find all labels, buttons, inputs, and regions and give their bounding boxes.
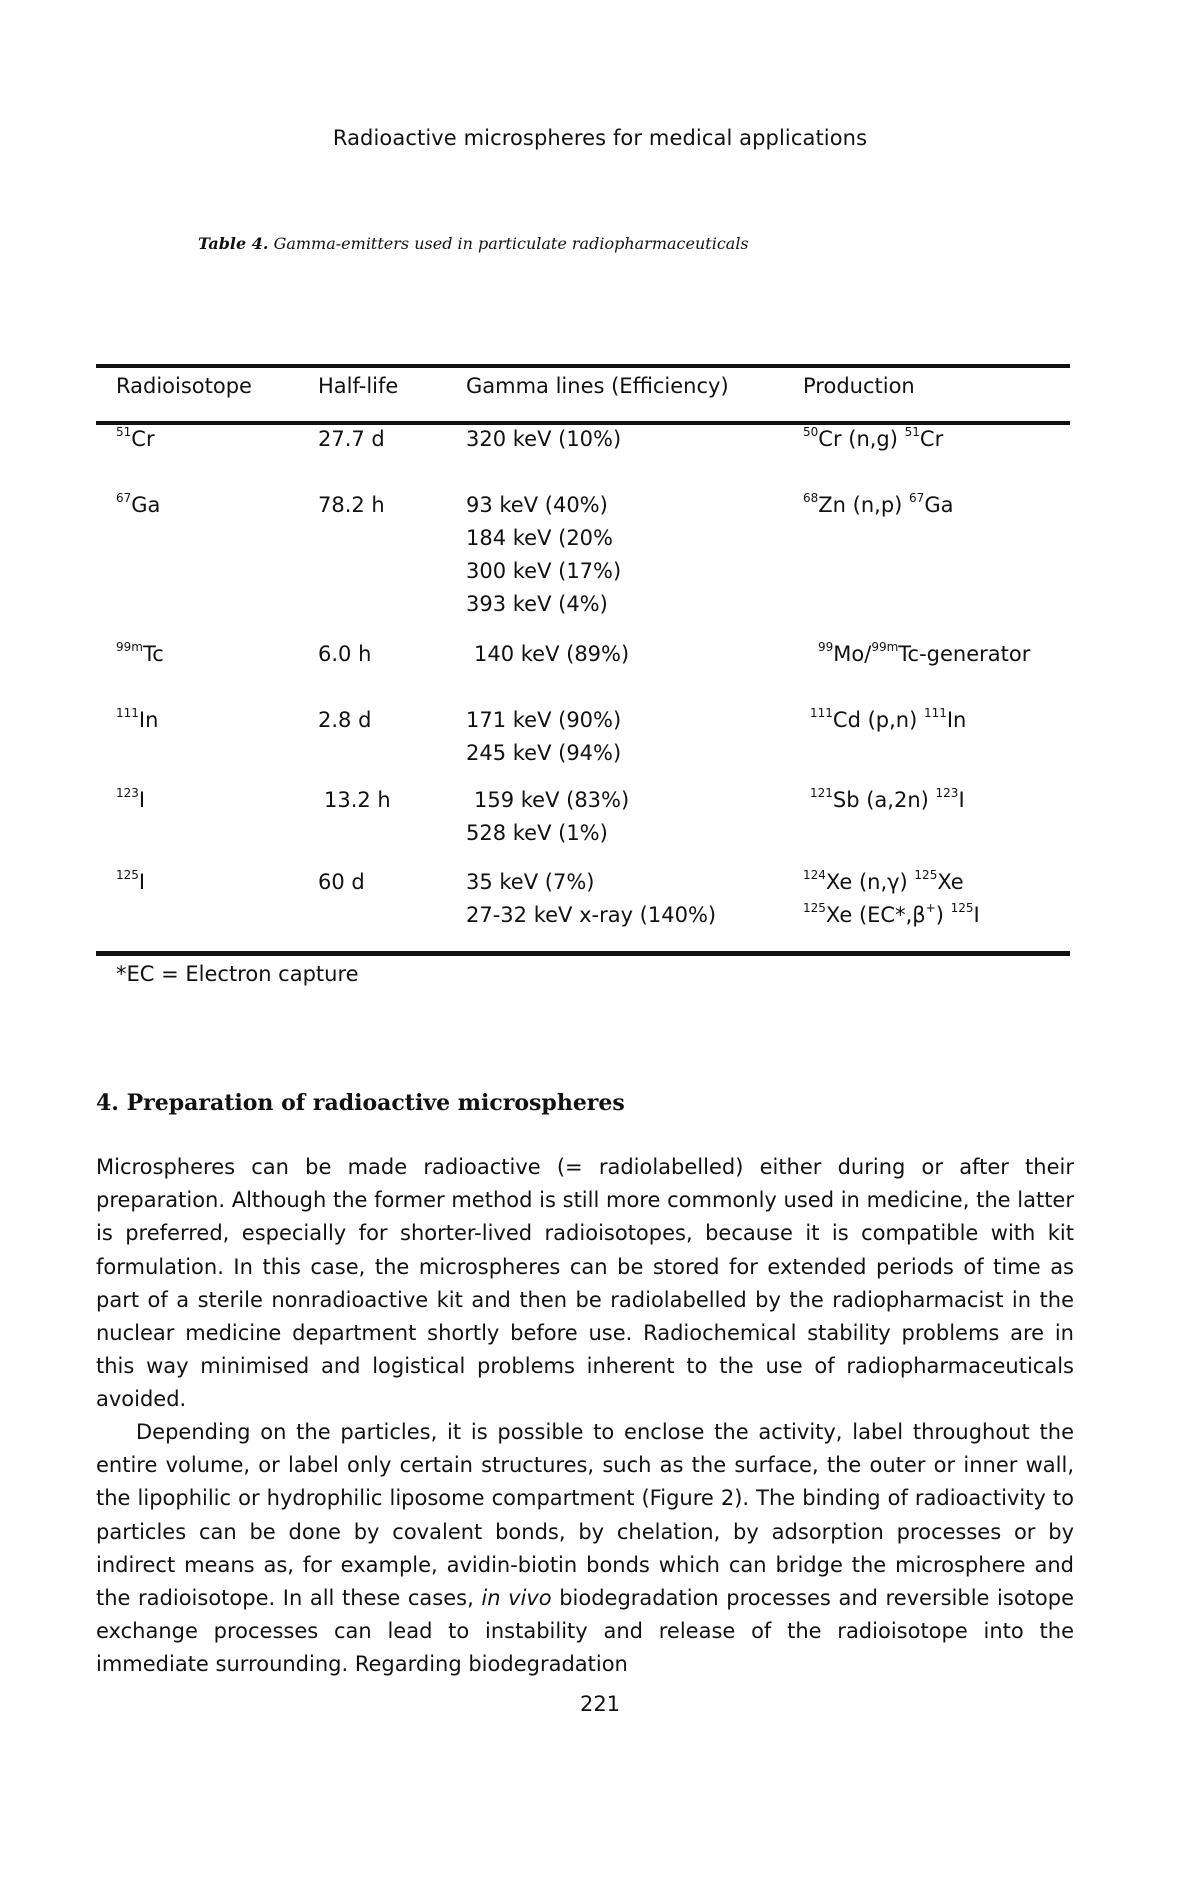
table-footnote: *EC = Electron capture bbox=[116, 962, 359, 986]
table-row-production: $^{121}$Sb (a,2n) $^{123}$I bbox=[810, 786, 965, 812]
table-row-half-life: 60 d bbox=[318, 870, 365, 894]
table-row-gamma: 35 keV (7%) 27-32 keV x-ray (140%) bbox=[466, 870, 717, 927]
caption-label: Table 4. bbox=[198, 234, 269, 253]
section-heading: 4. Preparation of radioactive microspheres bbox=[96, 1090, 625, 1116]
table-row-half-life: 2.8 d bbox=[318, 708, 372, 732]
table-row-isotope: $^{111}$In bbox=[116, 706, 159, 732]
table-row-isotope: $^{125}$I bbox=[116, 868, 146, 894]
table-bottom-rule bbox=[96, 951, 1070, 956]
table-row-production: $^{111}$Cd (p,n) $^{111}$In bbox=[810, 706, 967, 732]
table-row-gamma: 159 keV (83%) 528 keV (1%) bbox=[466, 788, 630, 845]
table-row-gamma: 93 keV (40%) 184 keV (20% 300 keV (17%) 393 keV (4%) bbox=[466, 493, 622, 616]
running-head: Radioactive microspheres for medical applications bbox=[332, 126, 868, 150]
table-row-isotope: $^{51}$Cr bbox=[116, 425, 155, 451]
table-row-gamma: 171 keV (90%) 245 keV (94%) bbox=[466, 708, 622, 765]
table-top-rule bbox=[96, 364, 1070, 368]
table-row-production: $^{50}$Cr (n,g) $^{51}$Cr bbox=[803, 425, 944, 451]
col-header-radioisotope: Radioisotope bbox=[116, 374, 252, 398]
body-paragraph: Microspheres can be made radioactive (= radiolabelled) either during or after their preparation. Although the former method is still more commonly used in medicine, the latter is preferred, especially for shorter-lived radioisotopes, because it is compatible with kit formulation. In this case, the microspheres can be stored for extended periods of time as part of a sterile nonradioactive kit and then be radiolabelled by the radiopharmacist in the nuclear medicine department shortly before use. Radiochemical stability problems are in this way minimised and logistical problems inherent to the use of radiopharmaceuticals avoided. bbox=[96, 1155, 1074, 1412]
table-row-production: $^{68}$Zn (n,p) $^{67}$Ga bbox=[803, 491, 954, 517]
table-row-isotope: $^{67}$Ga bbox=[116, 491, 161, 517]
table-row-gamma: 140 keV (89%) bbox=[474, 642, 630, 666]
table-row-half-life: 13.2 h bbox=[324, 788, 391, 812]
table-caption bbox=[198, 234, 749, 253]
table-row-half-life: 27.7 d bbox=[318, 427, 385, 451]
italic-term: in vivo bbox=[481, 1586, 552, 1611]
page-number: 221 bbox=[579, 1692, 621, 1716]
table-row-half-life: 6.0 h bbox=[318, 642, 372, 666]
caption-text: Gamma-emitters used in particulate radiopharmaceuticals bbox=[273, 234, 749, 253]
col-header-production: Production bbox=[803, 374, 915, 398]
table-row-isotope: $^{123}$I bbox=[116, 786, 146, 812]
body-paragraph: Depending on the particles, it is possible to enclose the activity, label throughout the entire volume, or label only certain structures, such as the surface, the outer or inner wall, the lipophilic or hydrophilic liposome compartment (Figure 2). The binding of radioactivity to particles can be done by covalent bonds, by chelation, by adsorption processes or by indirect means as, for example, avidin-biotin bonds which can bridge the microsphere and the radioisotope. In all these cases, in vivo biodegradation processes and reversible isotope exchange processes can lead to instability and release of the radioisotope into the immediate surrounding. Regarding biodegradation bbox=[96, 1420, 1075, 1677]
col-header-half-life: Half-life bbox=[318, 374, 399, 398]
table-row-gamma: 320 keV (10%) bbox=[466, 427, 622, 451]
col-header-gamma-lines: Gamma lines (Efficiency) bbox=[466, 374, 729, 398]
table-row-production: $^{124}$Xe (n,γ) $^{125}$Xe $^{125}$Xe (EC*,β+) $^{125}$I bbox=[803, 868, 980, 927]
table-row-half-life: 78.2 h bbox=[318, 493, 385, 517]
table-row-isotope: $^{99m}$Tc bbox=[116, 640, 164, 666]
table-row-production: $^{99}$Mo/$^{99m}$Tc-generator bbox=[818, 640, 1031, 666]
